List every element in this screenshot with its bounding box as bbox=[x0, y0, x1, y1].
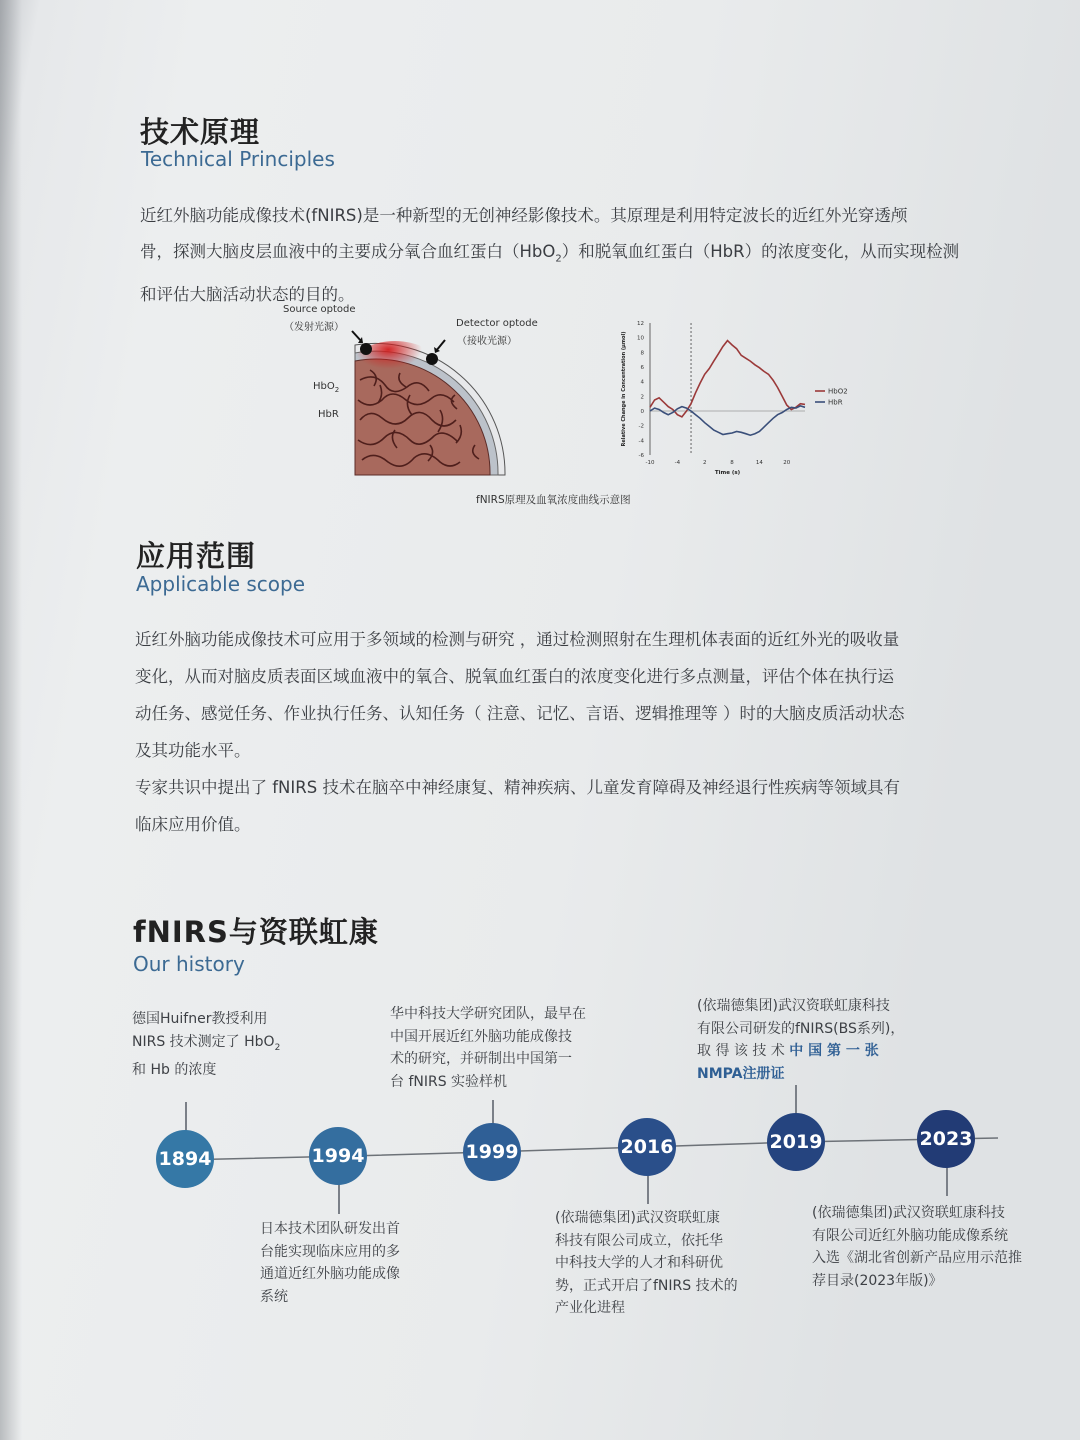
chart-x-tick-label: 2 bbox=[702, 460, 707, 466]
para-line: 变化，从而对脑皮质表面区域血液中的氧合、脱氧血红蛋白的浓度变化进行多点测量，评估个体在执行运 bbox=[135, 667, 894, 686]
section-title-en: Our history bbox=[133, 952, 245, 976]
chart-y-axis-label: Relative Change in Concentration (μmol) bbox=[621, 331, 627, 447]
figure-caption: fNIRS原理及血氧浓度曲线示意图 bbox=[476, 494, 631, 506]
section-title-cn: 应用范围 bbox=[136, 539, 257, 573]
chart-y-tick-label: 2 bbox=[640, 394, 644, 401]
hbo2-label: HbO$_2$ bbox=[313, 381, 340, 394]
history-2019-text: (依瑞德集团)武汉资联虹康科技 有限公司研发的fNIRS(BS系列)， 取 得 该 技 术 中 国 第 一 张 NMPA注册证 bbox=[697, 998, 905, 1082]
history-1994-text: 日本技术团队研发出首 台能实现临床应用的多 通道近红外脑功能成像 系统 bbox=[260, 1221, 400, 1305]
timeline-connector bbox=[946, 1166, 948, 1196]
year-badge-2019: 2019 bbox=[767, 1113, 825, 1171]
year-badge-1999: 1999 bbox=[463, 1123, 521, 1181]
timeline-connector bbox=[795, 1085, 797, 1115]
section-title-cn: fNIRS与资联虹康 bbox=[133, 915, 379, 949]
para-line: 及其功能水平。 bbox=[135, 741, 251, 760]
para-line: 临床应用价值。 bbox=[135, 815, 251, 834]
para-line: 专家共识中提出了 fNIRS 技术在脑卒中神经康复、精神疾病、儿童发育障碍及神经退行性疾病等领域具有 bbox=[135, 778, 900, 797]
year-badge-2023: 2023 bbox=[917, 1110, 975, 1168]
chart-y-tick-label: 0 bbox=[640, 409, 644, 415]
chart-x-tick-label: 20 bbox=[783, 460, 791, 466]
history-1999-text: 华中科技大学研究团队，最早在 中国开展近红外脑功能成像技 术的研究，并研制出中国第一 台 fNIRS 实验样机 bbox=[390, 1006, 586, 1090]
source-optode-label: Source optode bbox=[283, 304, 356, 315]
detector-optode-label: Detector optode bbox=[456, 318, 538, 329]
chart-x-tick-label: -4 bbox=[674, 460, 681, 466]
chart-y-tick-label: 6 bbox=[640, 365, 644, 371]
timeline-connector bbox=[647, 1172, 649, 1204]
chart-y-tick-label: -6 bbox=[638, 453, 644, 459]
chart-x-tick-label: -10 bbox=[645, 460, 655, 466]
chart-y-tick-label: 12 bbox=[637, 321, 644, 327]
para-line: 近红外脑功能成像技术可应用于多领域的检测与研究 ，通过检测照射在生理机体表面的近红外光的吸收量 bbox=[135, 630, 900, 649]
chart-legend-label: HbR bbox=[828, 398, 843, 407]
chart-y-tick-label: 8 bbox=[640, 350, 644, 357]
chart-x-tick-label: 8 bbox=[730, 460, 734, 466]
chart-legend-label: HbO2 bbox=[828, 387, 848, 396]
history-1894-text: 德国Huifner教授利用 NIRS 技术测定了 HbO$_2$ 和 Hb 的浓度 bbox=[132, 1011, 281, 1078]
para-line: 近红外脑功能成像技术(fNIRS)是一种新型的无创神经影像技术。其原理是利用特定波长的近红外光穿透颅 bbox=[140, 206, 908, 225]
hbr-label: HbR bbox=[318, 409, 339, 420]
para-line: 骨，探测大脑皮层血液中的主要成分氧合血红蛋白（HbO$_2$）和脱氧血红蛋白（HbR）的浓度变化，从而实现检测 bbox=[140, 242, 960, 265]
year-badge-1894: 1894 bbox=[156, 1130, 214, 1188]
history-2023-text: (依瑞德集团)武汉资联虹康科技 有限公司近红外脑功能成像系统 入选《湖北省创新产品应用示范推 荐目录(2023年版)》 bbox=[812, 1205, 1022, 1289]
detector-optode-label-cn: （接收光源） bbox=[457, 336, 517, 347]
chart-x-tick-label: 14 bbox=[755, 460, 763, 466]
section-title-en: Applicable scope bbox=[136, 572, 306, 596]
chart-y-tick-label: 4 bbox=[640, 379, 644, 386]
year-badge-2016: 2016 bbox=[618, 1118, 676, 1176]
timeline-connector bbox=[338, 1180, 340, 1214]
year-badge-1994: 1994 bbox=[309, 1127, 367, 1185]
chart-y-tick-label: 10 bbox=[637, 335, 644, 342]
history-2016-text: (依瑞德集团)武汉资联虹康 科技有限公司成立，依托华 中科技大学的人才和科研优 势，正式开启了fNIRS 技术的 产业化进程 bbox=[555, 1210, 738, 1316]
source-optode-label-cn: （发射光源） bbox=[284, 322, 344, 333]
para-line: 和评估大脑活动状态的目的。 bbox=[140, 285, 355, 305]
para-line: 动任务、感觉任务、作业执行任务、认知任务（ 注意、记忆、言语、逻辑推理等 ）时的大脑皮质活动状态 bbox=[135, 704, 905, 723]
chart-y-tick-label: -2 bbox=[638, 423, 644, 430]
chart-y-tick-label: -4 bbox=[638, 438, 644, 445]
section-title-en: Technical Principles bbox=[141, 147, 335, 171]
chart-x-axis-label: Time (s) bbox=[714, 470, 741, 475]
section-title-cn: 技术原理 bbox=[140, 115, 261, 149]
